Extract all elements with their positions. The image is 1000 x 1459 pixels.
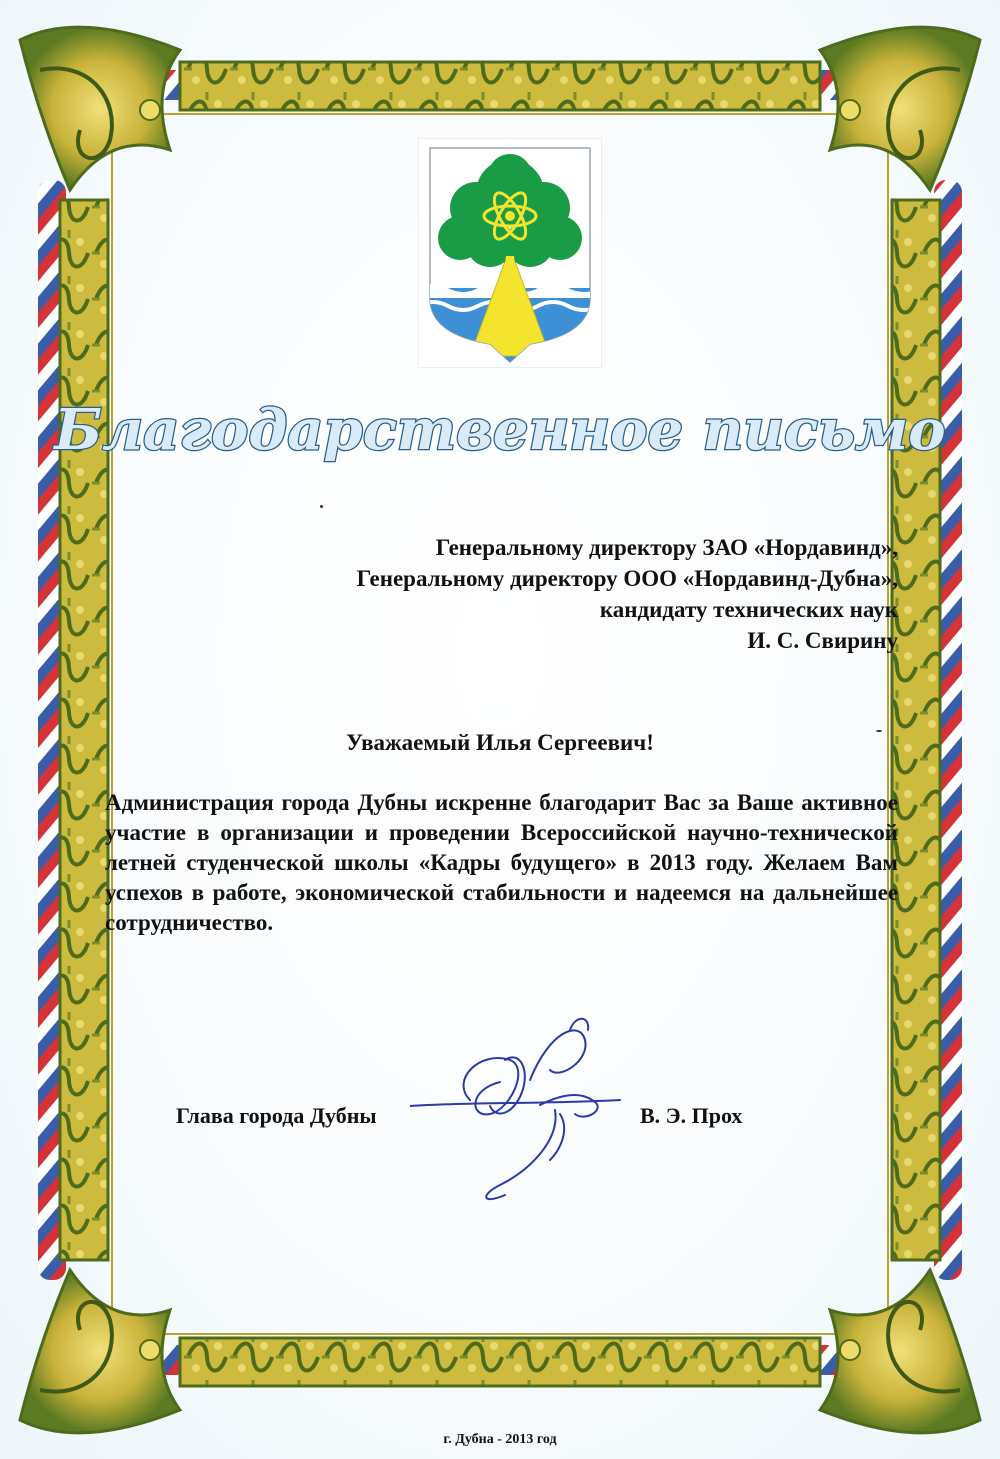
signatory-name: В. Э. Прох — [640, 1103, 743, 1128]
addressee-line: Генеральному директору ЗАО «Нордавинд», — [435, 535, 898, 560]
addressee-block — [178, 532, 898, 656]
addressee-line: кандидату технических наук — [599, 597, 898, 622]
signatory-title: Глава города Дубны — [176, 1103, 377, 1128]
stray-mark — [320, 505, 323, 508]
dubna-coat-of-arms-icon — [418, 138, 602, 368]
greeting: Уважаемый Илья Сергеевич! — [346, 730, 654, 755]
handwritten-signature — [410, 1010, 630, 1210]
addressee-line: И. С. Свирину — [747, 628, 898, 653]
footer-place-year: г. Дубна - 2013 год — [443, 1432, 557, 1447]
letter-title — [0, 375, 1000, 485]
addressee-line: Генеральному директору ООО «Нордавинд-Дубна», — [356, 566, 898, 591]
letter-body: Администрация города Дубны искренне благодарит Вас за Ваше активное участие в организации и проведении Всероссийской научно-технической летней студенческой школы «Кадры будущего» в 2013 году. Желаем Вам успехов в работе, экономической стабильности и надеемся на дальнейшее сотрудничество. — [105, 790, 898, 935]
title-text: Благодарственное письмо — [54, 397, 946, 463]
